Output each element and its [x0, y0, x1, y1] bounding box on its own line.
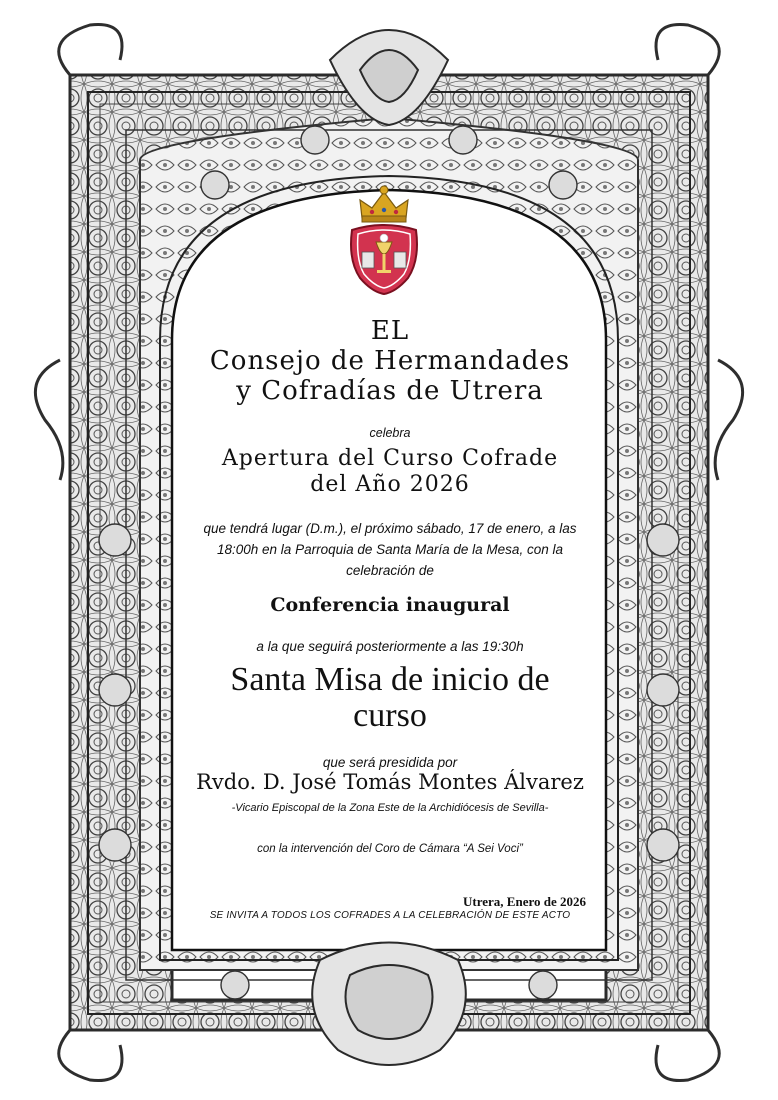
invitation-text: SE INVITA A TODOS LOS COFRADES A LA CELEBRACIÓN DE ESTE ACTO: [209, 910, 571, 921]
celebrant-name: Rvdo. D. José Tomás Montes Álvarez: [196, 770, 584, 794]
conference-title: Conferencia inaugural: [270, 594, 510, 616]
celebra-text: celebra: [369, 426, 411, 440]
heading-line2: y Cofradías de Utrera: [236, 376, 544, 406]
details-line2: 18:00h en la Parroquia de Santa María de la Mesa, con la: [217, 542, 563, 557]
follow-text: a la que seguirá posteriormente a las 19:30h: [256, 639, 524, 654]
mass-title-line1: Santa Misa de inicio de: [230, 661, 550, 698]
event-title-line1: Apertura del Curso Cofrade: [221, 446, 559, 471]
mass-title-line2: curso: [353, 697, 427, 734]
heading-block: [170, 316, 610, 406]
details-line1: que tendrá lugar (D.m.), el próximo sábado, 17 de enero, a las: [203, 521, 577, 536]
details-line3: celebración de: [346, 563, 434, 578]
choir-text: con la intervención del Coro de Cámara “A Sei Voci”: [257, 843, 523, 855]
date-place: Utrera, Enero de 2026: [463, 894, 586, 909]
mass-title: [170, 662, 610, 734]
crown-icon: [360, 186, 408, 222]
heading-el: EL: [370, 316, 410, 346]
event-title-line2: del Año 2026: [310, 472, 470, 497]
event-title: [170, 446, 610, 498]
event-details: [170, 518, 610, 581]
presided-text: que será presidida por: [322, 755, 458, 770]
brotherhood-crest: [346, 180, 422, 298]
heading-line1: Consejo de Hermandades: [209, 346, 571, 376]
celebrant-role: -Vicario Episcopal de la Zona Este de la Archidiócesis de Sevilla-: [231, 802, 549, 814]
